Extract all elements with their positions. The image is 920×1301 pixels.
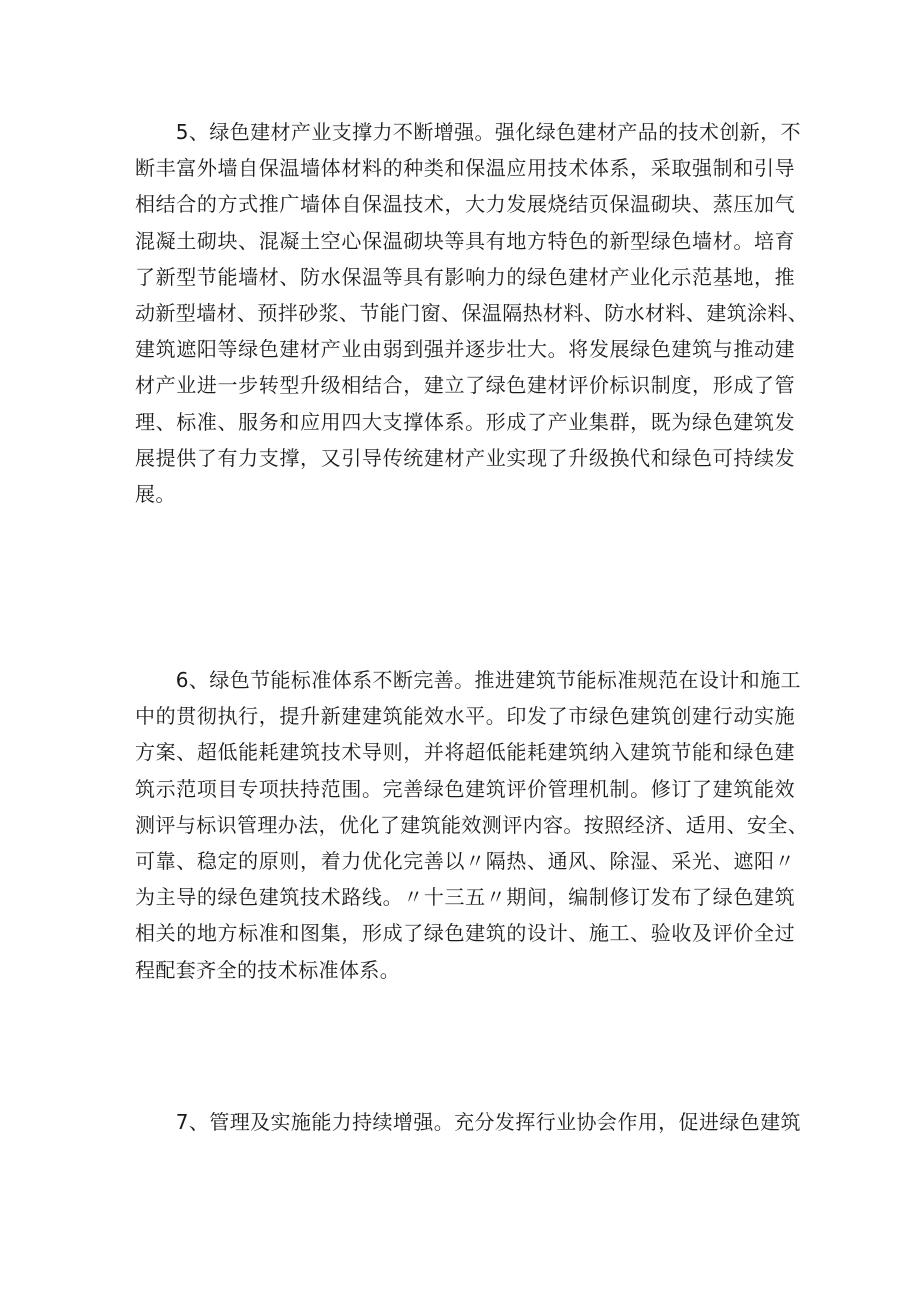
text-line: 6、绿色节能标准体系不断完善。推进建筑节能标准规范在设计和施工 [135,668,801,692]
text-line: 展提供了有力支撑，又引导传统建材产业实现了升级换代和绿色可持续发 [135,445,795,470]
text-line: 中的贯彻执行，提升新建建筑能效水平。印发了市绿色建筑创建行动实施 [135,704,795,729]
text-line: 可靠、稳定的原则，着力优化完善以〃隔热、通风、除湿、采光、遮阳〃 [135,849,795,874]
paragraph-6-energy-saving-standards [135,662,809,988]
text-line: 测评与标识管理办法，优化了建筑能效测评内容。按照经济、适用、安全、 [135,812,809,837]
text-line: 5、绿色建材产业支撑力不断增强。强化绿色建材产品的技术创新，不 [135,120,801,144]
text-line: 相关的地方标准和图集，形成了绿色建筑的设计、施工、验收及评价全过 [135,921,795,946]
text-line: 理、标准、服务和应用四大支撑体系。形成了产业集群，既为绿色建筑发 [135,409,795,434]
text-line: 相结合的方式推广墙体自保温技术，大力发展烧结页保温砌块、蒸压加气 [135,192,795,217]
text-line: 建筑遮阳等绿色建材产业由弱到强并逐步壮大。将发展绿色建筑与推动建 [135,337,795,362]
text-line: 方案、超低能耗建筑技术导则，并将超低能耗建筑纳入建筑节能和绿色建 [135,740,795,765]
text-line: 动新型墙材、预拌砂浆、节能门窗、保温隔热材料、防水材料、建筑涂料、 [135,301,809,326]
text-line: 断丰富外墙自保温墙体材料的种类和保温应用技术体系，采取强制和引导 [135,156,795,181]
paragraph-7-management-capacity [135,1104,801,1140]
text-line: 展。 [135,482,176,507]
paragraph-5-green-building-materials [135,114,809,512]
text-line: 材产业进一步转型升级相结合，建立了绿色建材评价标识制度，形成了管 [135,373,795,398]
text-line: 7、管理及实施能力持续增强。充分发挥行业协会作用，促进绿色建筑 [135,1110,801,1134]
text-line: 为主导的绿色建筑技术路线。〃十三五〃期间，编制修订发布了绿色建筑 [135,885,795,910]
text-line: 筑示范项目专项扶持范围。完善绿色建筑评价管理机制。修订了建筑能效 [135,776,795,801]
text-line: 程配套齐全的技术标准体系。 [135,957,401,982]
text-line: 混凝土砌块、混凝土空心保温砌块等具有地方特色的新型绿色墙材。培育 [135,228,795,253]
text-line: 了新型节能墙材、防水保温等具有影响力的绿色建材产业化示范基地，推 [135,264,795,289]
